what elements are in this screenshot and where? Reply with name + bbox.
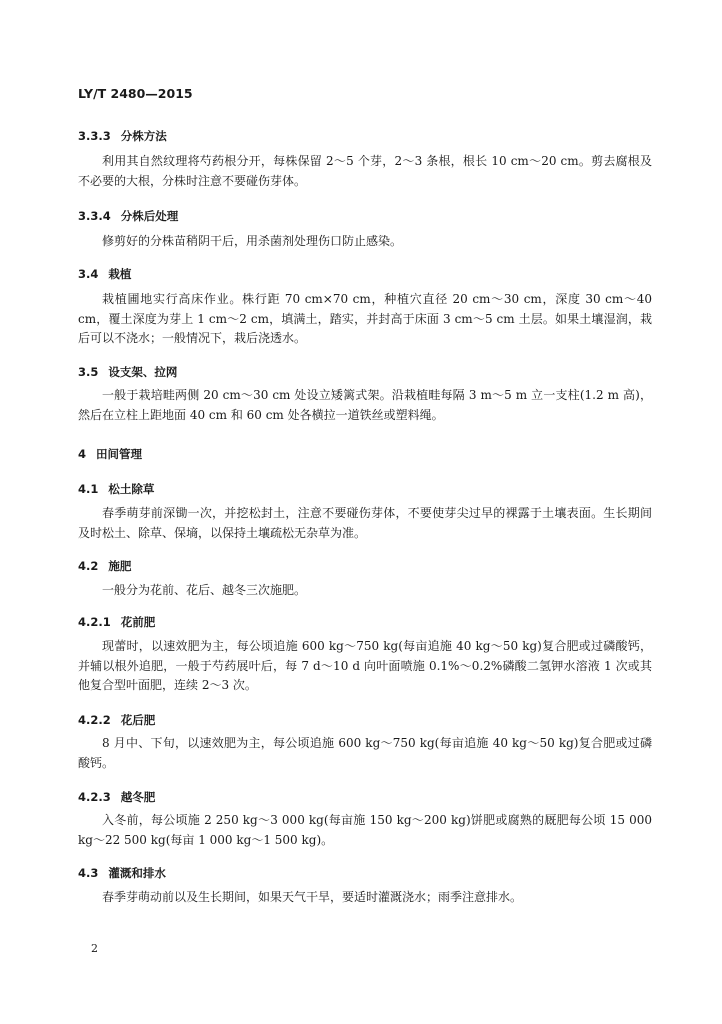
section-number: 4.2.3	[78, 790, 111, 804]
section-body-4-2: 一般分为花前、花后、越冬三次施肥。	[102, 583, 307, 597]
page-number: 2	[91, 942, 98, 955]
section-body-3-5: 一般于栽培畦两侧 20 cm～30 cm 处设立矮篱式架。沿栽植畦每隔 3 m～5 m 立一支柱(1.2 m 高)，然后在立柱上距地面 40 cm 和 60 cm 处各横拉一道铁丝或塑料绳。	[78, 388, 652, 422]
section-title: 田间管理	[96, 447, 143, 461]
section-heading-3-4	[78, 266, 131, 282]
section-number: 4	[78, 447, 87, 461]
section-body-4-2-2: 8 月中、下旬，以速效肥为主，每公顷追施 600 kg～750 kg(每亩追施 40 kg～50 kg)复合肥或过磷酸钙。	[78, 736, 652, 770]
section-heading-4-3	[78, 865, 166, 881]
section-title: 花后肥	[120, 713, 156, 727]
section-number: 4.2.1	[78, 615, 111, 629]
section-heading-3-5	[78, 364, 177, 380]
section-heading-4-1	[78, 481, 154, 497]
section-number: 4.1	[78, 482, 99, 496]
section-title: 施肥	[108, 559, 132, 573]
section-body-4-1: 春季萌芽前深锄一次，并挖松封土，注意不要碰伤芽体，不要使芽尖过早的裸露于土壤表面。生长期间及时松土、除草、保墒，以保持土壤疏松无杂草为准。	[78, 506, 652, 540]
section-number: 3.3.4	[78, 209, 111, 223]
section-title: 灌溉和排水	[108, 866, 166, 880]
section-heading-3-3-3	[78, 128, 167, 144]
section-body-3-4: 栽植圃地实行高床作业。株行距 70 cm×70 cm，种植穴直径 20 cm～30 cm，深度 30 cm～40 cm，覆土深度为芽上 1 cm～2 cm，填满土，踏实，并封高于床面 3 cm～5 cm 土层。如果土壤湿润，栽后可以不浇水；一般情况下，栽后浇透水。	[78, 292, 652, 345]
section-heading-4-2-1	[78, 614, 155, 630]
section-number: 3.3.3	[78, 129, 111, 143]
section-number: 4.3	[78, 866, 99, 880]
section-heading-4-2-2	[78, 712, 155, 728]
section-heading-3-3-4	[78, 208, 178, 224]
section-title: 松土除草	[108, 482, 155, 496]
section-number: 4.2	[78, 559, 99, 573]
document-code-header: LY/T 2480—2015	[78, 86, 193, 101]
section-body-4-2-1: 现蕾时，以速效肥为主，每公顷追施 600 kg～750 kg(每亩追施 40 kg～50 kg)复合肥或过磷酸钙，并辅以根外追肥，一般于芍药展叶后，每 7 d～10 d 向叶面喷施 0.1%～0.2%磷酸二氢钾水溶液 1 次或其他复合型叶面肥，连续 2～3 次。	[78, 639, 652, 692]
section-heading-4-2	[78, 558, 131, 574]
chapter-heading-4	[78, 446, 142, 462]
section-number: 4.2.2	[78, 713, 111, 727]
section-heading-4-2-3	[78, 789, 155, 805]
section-title: 分株方法	[120, 129, 167, 143]
section-number: 3.4	[78, 267, 99, 281]
section-title: 越冬肥	[120, 790, 156, 804]
section-body-4-3: 春季芽萌动前以及生长期间，如果天气干旱，要适时灌溉浇水；雨季注意排水。	[102, 890, 523, 904]
section-body-4-2-3: 入冬前，每公顷施 2 250 kg～3 000 kg(每亩施 150 kg～200 kg)饼肥或腐熟的厩肥每公顷 15 000 kg～22 500 kg(每亩 1 000 kg～1 500 kg)。	[78, 813, 652, 847]
section-title: 花前肥	[120, 615, 156, 629]
section-title: 设支架、拉网	[108, 365, 178, 379]
section-title: 分株后处理	[120, 209, 179, 223]
section-body-3-3-4: 修剪好的分株苗稍阴干后，用杀菌剂处理伤口防止感染。	[102, 234, 403, 248]
section-number: 3.5	[78, 365, 99, 379]
section-body-3-3-3: 利用其自然纹理将芍药根分开，每株保留 2～5 个芽，2～3 条根，根长 10 cm～20 cm。剪去腐根及不必要的大根，分株时注意不要碰伤芽体。	[78, 154, 652, 188]
section-title: 栽植	[108, 267, 132, 281]
